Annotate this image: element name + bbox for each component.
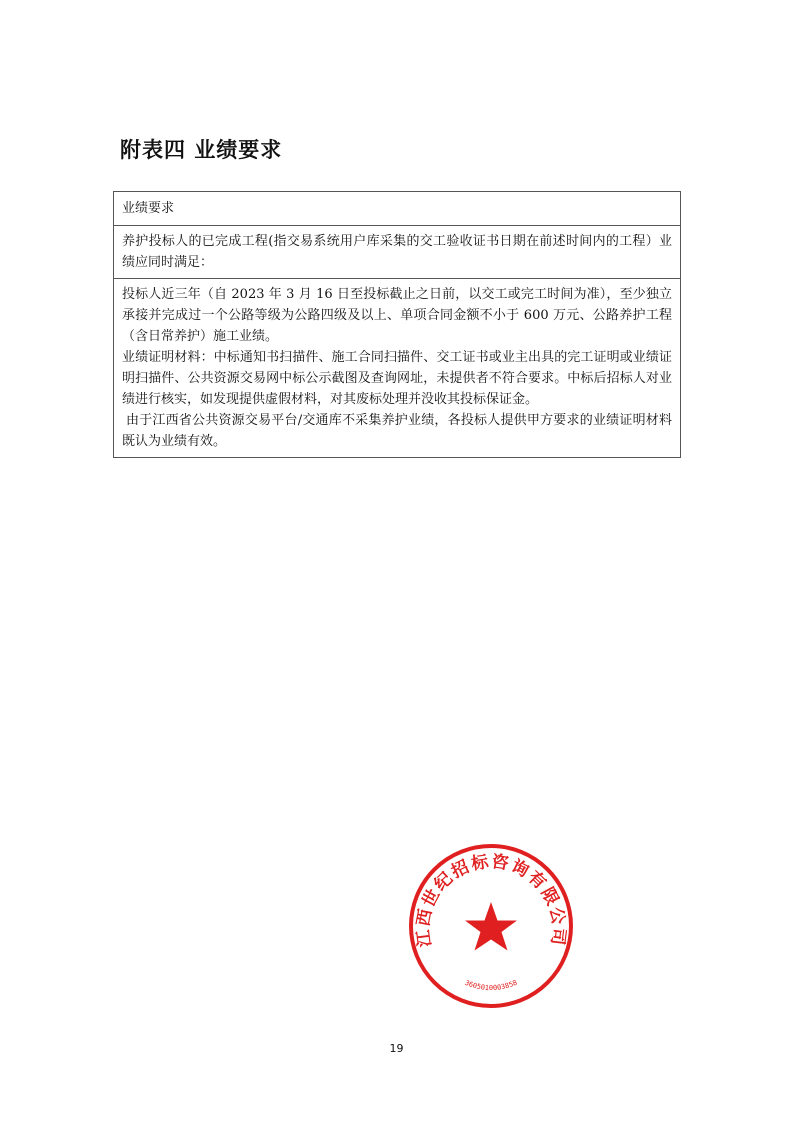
note-text: 由于江西省公共资源交易平台/交通库不采集养护业绩，各投标人提供甲方要求的业绩证明材料既认为业绩有效。	[122, 413, 672, 449]
requirements-table	[113, 191, 681, 458]
requirement-text: 投标人近三年（自 2023 年 3 月 16 日至投标截止之日前，以交工或完工时间为准），至少独立承接并完成过一个公路等级为公路四级及以上、单项合同金额不小于 600 万元、公路养护工程（含日常养护）施工业绩。	[122, 287, 672, 344]
seal-code: 3605010003858	[463, 978, 519, 993]
intro-cell	[114, 226, 680, 279]
seal-text: 江西世纪招标咨询有限公司	[413, 851, 569, 949]
star-icon	[465, 902, 517, 951]
company-seal	[405, 840, 577, 1012]
materials-text: 业绩证明材料：中标通知书扫描件、施工合同扫描件、交工证书或业主出具的完工证明或业绩证明扫描件、公共资源交易网中标公示截图及查询网址，未提供者不符合要求。中标后招标人对业绩进行核实，如发现提供虚假材料，对其废标处理并没收其投标保证金。	[122, 350, 672, 407]
details-cell	[114, 279, 680, 457]
page-number: 19	[389, 1042, 404, 1055]
intro-text: 养护投标人的已完成工程(指交易系统用户库采集的交工验收证书日期在前述时间内的工程）业绩应同时满足：	[122, 234, 672, 270]
table-header-text: 业绩要求	[122, 201, 175, 216]
table-header-cell	[114, 192, 680, 226]
page-heading: 附表四 业绩要求	[120, 138, 283, 162]
